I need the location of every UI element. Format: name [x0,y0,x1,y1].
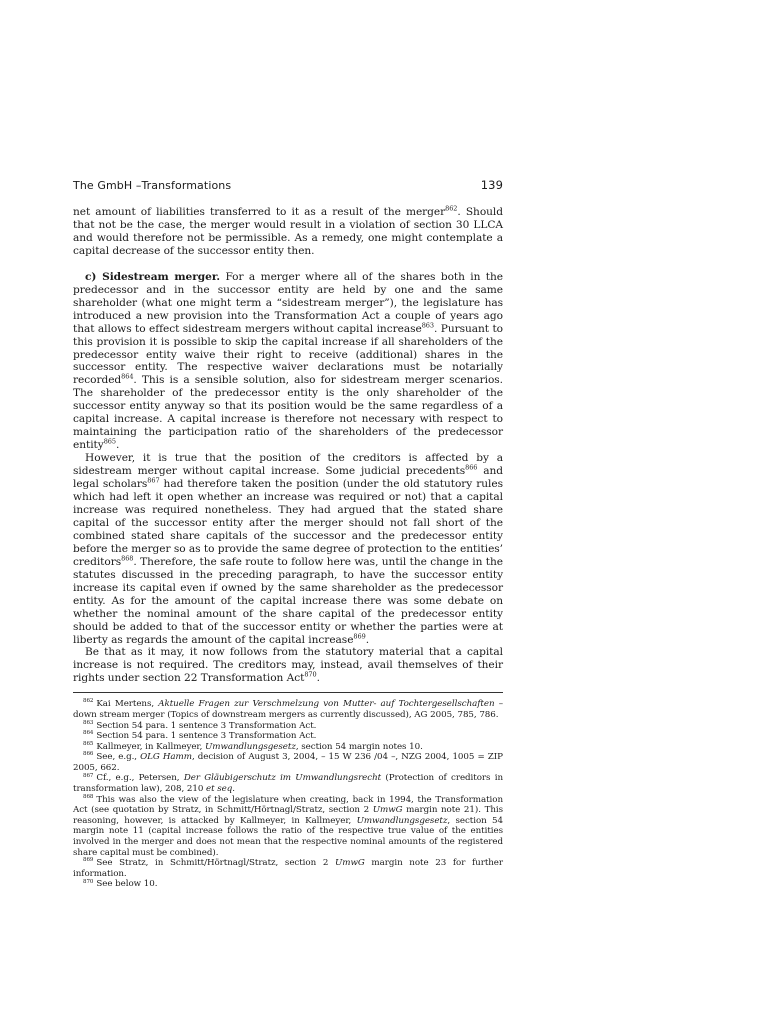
page-number: 139 [480,178,503,192]
book-page [73,178,503,890]
paragraph-1: net amount of liabilities transferred to it as a result of the merger$^{862}$. Should that not be the case, the merger would result in a violation of section 30 LLCA and would therefore not be permissible. As a remedy, one might contemplate a capital decrease of the successor entity then. [73,204,503,257]
footnote-ref[interactable]: 863 [421,321,434,330]
footnote-870: $^{870}$ See below 10. [83,878,158,890]
footnote-868: $^{868}$ This was also the view of the legislature when creating, back in 1994, the Transformation Act (see quotation by Stratz, in Schmitt/Hörtnagl/Stratz, section 2 UmwG margin note 21). This reasoning, however, is attacked by Kallmeyer, in Kallmeyer, Umwandlungsgesetz, section 54 margin note 11 (capital increase follows the ratio of the respective true value of the entities involved in the merger and does not mean that the respective nominal amounts of the registered share capital must be combined). [73,793,503,858]
paragraph-conclusion: Be that as it may, it now follows from the statutory material that a capital increase is not required. The creditors may, instead, avail themselves of their rights under section 22 Transformation Act$^{870}$. [73,646,503,685]
footnote-ref[interactable]: 865 [103,437,116,446]
footnote-ref[interactable]: 864 [121,372,134,381]
footnote-ref[interactable]: 866 [465,463,478,472]
body-text [73,206,503,685]
section-heading: c) Sidestream merger. [85,270,221,283]
footnote-ref[interactable]: 862 [445,204,458,213]
footnote-ref[interactable]: 867 [147,476,160,485]
footnote-862: $^{862}$ Kai Mertens, Aktuelle Fragen zur Verschmelzung von Mutter- auf Tochtergesellschaften – down stream merger (Topics of downstream mergers as currently discussed), AG 2005, 785, 786. [73,698,503,720]
footnote-866: $^{866}$ See, e.g., OLG Hamm, decision of August 3, 2004, – 15 W 236 /04 –, NZG 2004, 1005 = ZIP 2005, 662. [73,751,503,773]
footnote-867: $^{867}$ Cf., e.g., Petersen, Der Gläubigerschutz im Umwandlungsrecht (Protection of creditors in transformation law), 208, 210 et seq. [73,772,503,795]
footnote-ref[interactable]: 869 [353,631,366,640]
running-title: The GmbH –Transformations [73,179,232,192]
footnote-865: $^{865}$ Kallmeyer, in Kallmeyer, Umwandlungsgesetz, section 54 margin notes 10. [83,740,423,752]
paragraph-sidestream: c) Sidestream merger. For a merger where all of the shares both in the predecessor and in the successor entity are held by one and the same shareholder (what one might term a “sidestream merger”), the legislature has introduced a new provision into the Transformation Act a couple of years ago that allows to effect sidestream mergers without capital increase$^{863}$. Pursuant to this provision it is possible to skip the capital increase if all shareholders of the predecessor entity waive their right to receive (additional) shares in the successor entity. The respective waiver declarations must be notarially recorded$^{864}$. This is a sensible solution, also for sidestream merger scenarios. The shareholder of the predecessor entity is the only shareholder of the successor entity anyway so that its position would be the same regardless of a capital increase. A capital increase is therefore not necessary with respect to maintaining the participation ratio of the shareholders of the predecessor entity$^{865}$. [73,270,504,452]
footnote-864: $^{864}$ Section 54 para. 1 sentence 3 Transformation Act. [83,730,317,742]
footnote-ref[interactable]: 868 [121,554,134,563]
footnotes [73,699,503,890]
running-header [73,178,503,194]
footnote-863: $^{863}$ Section 54 para. 1 sentence 3 Transformation Act. [83,719,317,731]
footnote-divider [73,692,503,693]
footnote-869: $^{869}$ See Stratz, in Schmitt/Hörtnagl/Stratz, section 2 UmwG margin note 23 for further information. [73,857,503,879]
footnote-ref[interactable]: 870 [304,670,317,679]
paragraph-creditors: However, it is true that the position of the creditors is affected by a sidestream merger without capital increase. Some judicial precedents$^{866}$ and legal scholars$^{867}$ had therefore taken the position (under the old statutory rules which had left it open whether an increase was required or not) that a capital increase was required nonetheless. They had argued that the stated share capital of the successor entity after the merger should not fall short of the combined stated share capitals of the successor and the predecessor entity before the merger so as to provide the same degree of protection to the entities’ creditors$^{868}$. Therefore, the safe route to follow here was, until the change in the statutes discussed in the preceding paragraph, to have the successor entity increase its capital even if owned by the same shareholder as the predecessor entity. As for the amount of the capital increase there was some debate on whether the nominal amount of the share capital of the predecessor entity should be added to that of the successor entity or whether the parties were at liberty as regards the amount of the capital increase$^{869}$. [73,452,504,646]
